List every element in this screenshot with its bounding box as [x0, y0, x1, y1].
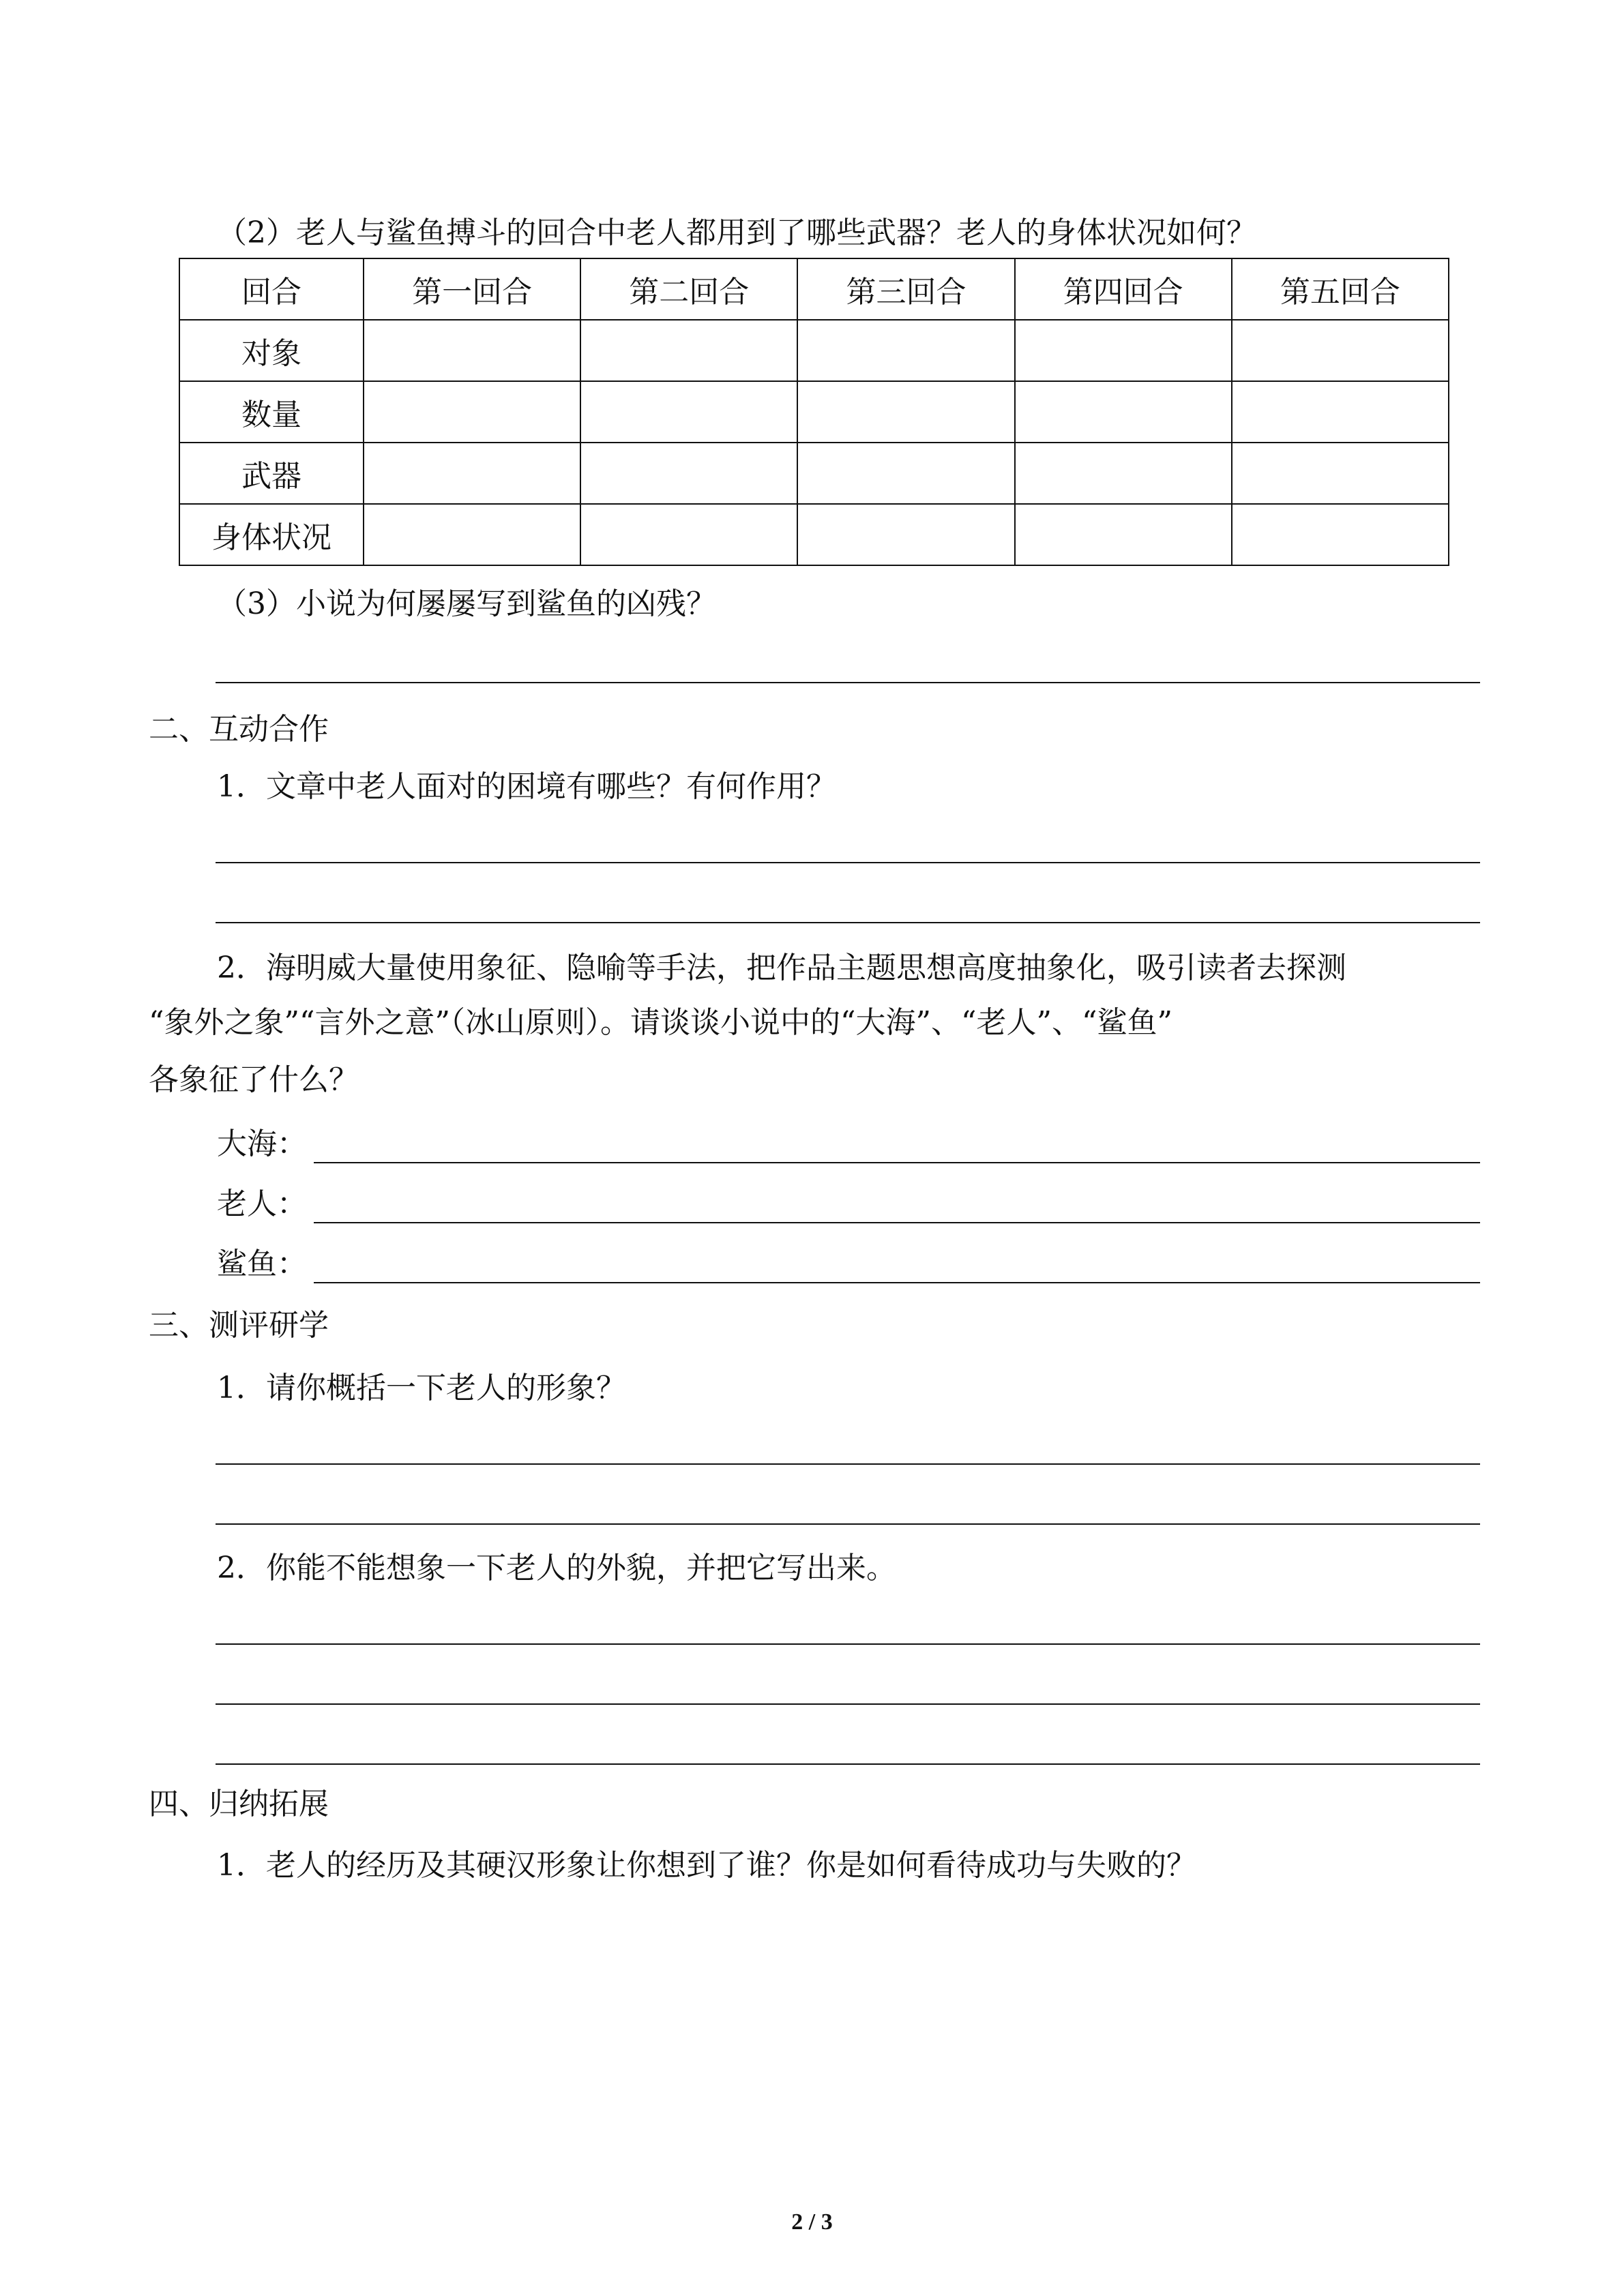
header-cell-round-4: 第四回合: [1015, 258, 1232, 320]
answer-line[interactable]: [216, 1763, 1480, 1765]
answer-cell[interactable]: [580, 504, 797, 565]
answer-line[interactable]: [216, 1463, 1480, 1465]
table-row-physical-condition: [179, 504, 1449, 565]
section-2-question-2-line-3: 各象征了什么？: [149, 1062, 359, 1097]
answer-cell[interactable]: [1015, 443, 1232, 504]
answer-cell[interactable]: [364, 504, 580, 565]
table-row-target: [179, 320, 1449, 381]
header-cell-round-5: 第五回合: [1232, 258, 1449, 320]
header-cell-round-1: 第一回合: [364, 258, 580, 320]
section-2-question-2-line-2: “象外之象”“言外之意”（冰山原则）。请谈谈小说中的“大海”、“老人”、“鲨鱼”: [149, 1005, 1172, 1040]
table-row-weapon: [179, 443, 1449, 504]
header-cell-round-2: 第二回合: [580, 258, 797, 320]
table-header-row: [179, 258, 1449, 320]
answer-cell[interactable]: [1232, 320, 1449, 381]
section-2-question-1: 1．文章中老人面对的困境有哪些？有何作用？: [217, 769, 836, 804]
question-3-text: （3）小说为何屡屡写到鲨鱼的凶残？: [217, 586, 716, 621]
old-man-label: 老人：: [217, 1187, 307, 1221]
section-2-question-2-line-1: 2．海明威大量使用象征、隐喻等手法，把作品主题思想高度抽象化，吸引读者去探测: [217, 951, 1346, 985]
answer-cell[interactable]: [580, 381, 797, 443]
header-cell-round: 回合: [179, 258, 364, 320]
answer-line[interactable]: [216, 1523, 1480, 1525]
answer-cell[interactable]: [580, 443, 797, 504]
section-3-question-2: 2．你能不能想象一下老人的外貌，并把它写出来。: [217, 1551, 896, 1585]
answer-cell[interactable]: [1015, 504, 1232, 565]
answer-cell[interactable]: [1015, 381, 1232, 443]
row-label-quantity: 数量: [179, 381, 364, 443]
old-man-answer-line[interactable]: [314, 1222, 1480, 1223]
answer-cell[interactable]: [1232, 504, 1449, 565]
answer-cell[interactable]: [797, 320, 1014, 381]
answer-line[interactable]: [216, 1703, 1480, 1705]
answer-cell[interactable]: [364, 381, 580, 443]
row-label-weapon: 武器: [179, 443, 364, 504]
answer-cell[interactable]: [797, 504, 1014, 565]
answer-cell[interactable]: [364, 443, 580, 504]
answer-cell[interactable]: [797, 381, 1014, 443]
answer-line[interactable]: [216, 862, 1480, 863]
section-3-heading: 三、测评研学: [149, 1308, 329, 1343]
shark-answer-line[interactable]: [314, 1282, 1480, 1283]
answer-line[interactable]: [216, 922, 1480, 923]
section-3-question-1: 1．请你概括一下老人的形象？: [217, 1371, 626, 1405]
answer-cell[interactable]: [1232, 381, 1449, 443]
answer-cell[interactable]: [1015, 320, 1232, 381]
answer-cell[interactable]: [797, 443, 1014, 504]
sea-label: 大海：: [217, 1127, 307, 1161]
battle-rounds-table: [179, 258, 1449, 566]
table-row-quantity: [179, 381, 1449, 443]
section-2-heading: 二、互动合作: [149, 712, 329, 747]
answer-cell[interactable]: [1232, 443, 1449, 504]
answer-cell[interactable]: [580, 320, 797, 381]
row-label-target: 对象: [179, 320, 364, 381]
question-2-text: （2）老人与鲨鱼搏斗的回合中老人都用到了哪些武器？老人的身体状况如何？: [217, 215, 1256, 250]
row-label-physical-condition: 身体状况: [179, 504, 364, 565]
shark-label: 鲨鱼：: [217, 1247, 307, 1281]
sea-answer-line[interactable]: [314, 1162, 1480, 1163]
section-4-question-1: 1．老人的经历及其硬汉形象让你想到了谁？你是如何看待成功与失败的？: [217, 1848, 1196, 1883]
answer-line[interactable]: [216, 682, 1480, 683]
section-4-heading: 四、归纳拓展: [149, 1787, 329, 1821]
answer-line[interactable]: [216, 1643, 1480, 1645]
header-cell-round-3: 第三回合: [797, 258, 1014, 320]
answer-cell[interactable]: [364, 320, 580, 381]
page-number: 2 / 3: [791, 2209, 833, 2235]
